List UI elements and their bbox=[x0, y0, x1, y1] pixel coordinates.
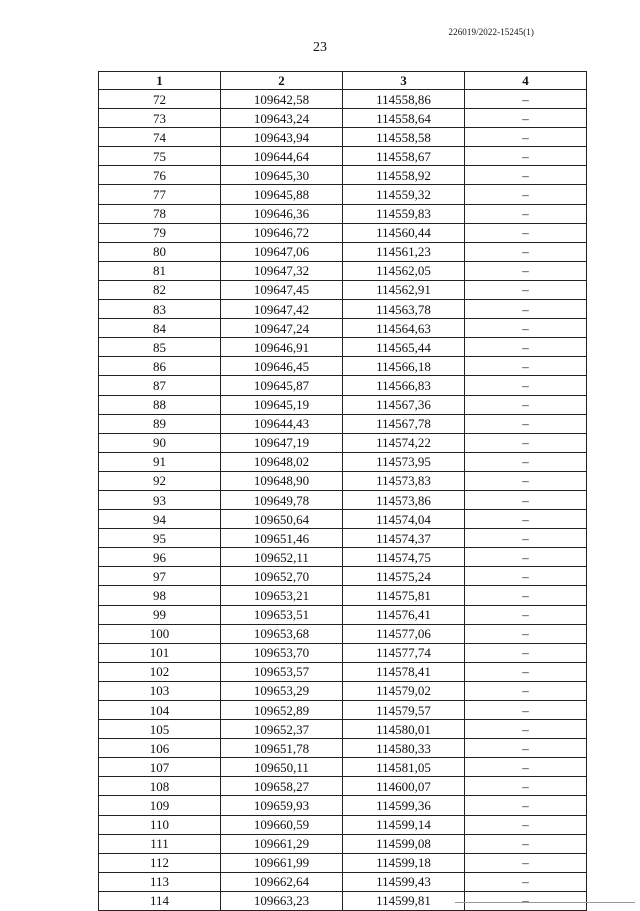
table-row bbox=[99, 300, 587, 319]
table-cell-col2: 109651,78 bbox=[221, 739, 343, 758]
table-cell-col4: – bbox=[465, 605, 587, 624]
table-row bbox=[99, 891, 587, 910]
table-cell-col1: 79 bbox=[99, 223, 221, 242]
table-cell-col2: 109660,59 bbox=[221, 815, 343, 834]
table-cell-col1: 96 bbox=[99, 548, 221, 567]
page-number: 23 bbox=[313, 40, 327, 55]
table-cell-col4: – bbox=[465, 204, 587, 223]
table-cell-col1: 97 bbox=[99, 567, 221, 586]
table-cell-col3: 114562,91 bbox=[343, 280, 465, 299]
table-cell-col2: 109643,24 bbox=[221, 109, 343, 128]
table-cell-col1: 95 bbox=[99, 529, 221, 548]
table-row bbox=[99, 414, 587, 433]
table-row bbox=[99, 166, 587, 185]
table-cell-col1: 82 bbox=[99, 280, 221, 299]
table-row bbox=[99, 452, 587, 471]
table-cell-col1: 110 bbox=[99, 815, 221, 834]
table-cell-col2: 109647,32 bbox=[221, 261, 343, 280]
table-row bbox=[99, 739, 587, 758]
table-cell-col1: 100 bbox=[99, 624, 221, 643]
table-cell-col4: – bbox=[465, 586, 587, 605]
table-cell-col2: 109652,70 bbox=[221, 567, 343, 586]
table-cell-col2: 109661,29 bbox=[221, 834, 343, 853]
table-cell-col2: 109648,90 bbox=[221, 471, 343, 490]
table-cell-col3: 114559,83 bbox=[343, 204, 465, 223]
table-cell-col2: 109653,57 bbox=[221, 662, 343, 681]
table-cell-col3: 114558,64 bbox=[343, 109, 465, 128]
table-cell-col3: 114566,18 bbox=[343, 357, 465, 376]
table-cell-col1: 102 bbox=[99, 662, 221, 681]
table-cell-col4: – bbox=[465, 510, 587, 529]
table-row bbox=[99, 147, 587, 166]
table-row bbox=[99, 376, 587, 395]
table-cell-col2: 109647,45 bbox=[221, 280, 343, 299]
table-cell-col3: 114562,05 bbox=[343, 261, 465, 280]
table-cell-col2: 109646,36 bbox=[221, 204, 343, 223]
table-cell-col1: 112 bbox=[99, 853, 221, 872]
table-row bbox=[99, 681, 587, 700]
table-cell-col3: 114599,18 bbox=[343, 853, 465, 872]
table-cell-col3: 114558,86 bbox=[343, 90, 465, 109]
table-cell-col4: – bbox=[465, 452, 587, 471]
table-cell-col3: 114599,36 bbox=[343, 796, 465, 815]
column-header-1: 1 bbox=[99, 72, 221, 90]
table-cell-col2: 109646,72 bbox=[221, 223, 343, 242]
table-row bbox=[99, 624, 587, 643]
table-cell-col4: – bbox=[465, 815, 587, 834]
table-row bbox=[99, 586, 587, 605]
table-cell-col4: – bbox=[465, 681, 587, 700]
table-row bbox=[99, 90, 587, 109]
table-cell-col1: 92 bbox=[99, 471, 221, 490]
table-cell-col4: – bbox=[465, 891, 587, 910]
table-cell-col2: 109652,89 bbox=[221, 701, 343, 720]
table-cell-col1: 87 bbox=[99, 376, 221, 395]
table-cell-col4: – bbox=[465, 490, 587, 509]
table-cell-col2: 109652,37 bbox=[221, 720, 343, 739]
table-row bbox=[99, 834, 587, 853]
table-row bbox=[99, 204, 587, 223]
table-cell-col1: 104 bbox=[99, 701, 221, 720]
table-row bbox=[99, 567, 587, 586]
table-cell-col3: 114574,37 bbox=[343, 529, 465, 548]
table-cell-col3: 114573,83 bbox=[343, 471, 465, 490]
table-cell-col3: 114599,14 bbox=[343, 815, 465, 834]
table-cell-col1: 78 bbox=[99, 204, 221, 223]
bottom-rule bbox=[455, 902, 635, 903]
table-cell-col1: 72 bbox=[99, 90, 221, 109]
table-cell-col2: 109642,58 bbox=[221, 90, 343, 109]
table-row bbox=[99, 529, 587, 548]
table-cell-col1: 91 bbox=[99, 452, 221, 471]
table-cell-col3: 114579,02 bbox=[343, 681, 465, 700]
table-cell-col1: 76 bbox=[99, 166, 221, 185]
table-cell-col2: 109663,23 bbox=[221, 891, 343, 910]
table-cell-col2: 109653,68 bbox=[221, 624, 343, 643]
table-cell-col4: – bbox=[465, 109, 587, 128]
column-header-2: 2 bbox=[221, 72, 343, 90]
table-row bbox=[99, 433, 587, 452]
table-cell-col3: 114600,07 bbox=[343, 777, 465, 796]
table-cell-col1: 94 bbox=[99, 510, 221, 529]
table-cell-col2: 109645,87 bbox=[221, 376, 343, 395]
table-row bbox=[99, 261, 587, 280]
column-header-3: 3 bbox=[343, 72, 465, 90]
table-cell-col4: – bbox=[465, 147, 587, 166]
table-row bbox=[99, 109, 587, 128]
table-cell-col1: 113 bbox=[99, 872, 221, 891]
table-cell-col1: 109 bbox=[99, 796, 221, 815]
table-cell-col1: 89 bbox=[99, 414, 221, 433]
table-cell-col4: – bbox=[465, 319, 587, 338]
table-cell-col2: 109647,19 bbox=[221, 433, 343, 452]
table-cell-col1: 85 bbox=[99, 338, 221, 357]
table-cell-col1: 77 bbox=[99, 185, 221, 204]
table-cell-col3: 114574,75 bbox=[343, 548, 465, 567]
table-cell-col2: 109645,30 bbox=[221, 166, 343, 185]
table-cell-col2: 109647,06 bbox=[221, 242, 343, 261]
table-cell-col4: – bbox=[465, 548, 587, 567]
table-cell-col1: 80 bbox=[99, 242, 221, 261]
table-cell-col2: 109644,43 bbox=[221, 414, 343, 433]
table-cell-col1: 103 bbox=[99, 681, 221, 700]
table-cell-col4: – bbox=[465, 223, 587, 242]
table-body bbox=[99, 90, 587, 911]
table-cell-col1: 75 bbox=[99, 147, 221, 166]
table-cell-col4: – bbox=[465, 567, 587, 586]
table-cell-col4: – bbox=[465, 471, 587, 490]
table-cell-col1: 93 bbox=[99, 490, 221, 509]
table-cell-col3: 114560,44 bbox=[343, 223, 465, 242]
table-cell-col1: 84 bbox=[99, 319, 221, 338]
table-cell-col1: 88 bbox=[99, 395, 221, 414]
table-row bbox=[99, 223, 587, 242]
table-cell-col2: 109659,93 bbox=[221, 796, 343, 815]
table-row bbox=[99, 758, 587, 777]
table-cell-col3: 114575,24 bbox=[343, 567, 465, 586]
table-cell-col3: 114573,95 bbox=[343, 452, 465, 471]
table-cell-col2: 109653,29 bbox=[221, 681, 343, 700]
table-cell-col3: 114599,81 bbox=[343, 891, 465, 910]
table-cell-col1: 83 bbox=[99, 300, 221, 319]
table-cell-col2: 109649,78 bbox=[221, 490, 343, 509]
table-cell-col3: 114574,22 bbox=[343, 433, 465, 452]
table-cell-col4: – bbox=[465, 433, 587, 452]
table-cell-col3: 114576,41 bbox=[343, 605, 465, 624]
header-row bbox=[99, 72, 587, 90]
table-cell-col3: 114563,78 bbox=[343, 300, 465, 319]
table-cell-col4: – bbox=[465, 624, 587, 643]
table-row bbox=[99, 128, 587, 147]
table-row bbox=[99, 357, 587, 376]
table-cell-col4: – bbox=[465, 185, 587, 204]
table-row bbox=[99, 548, 587, 567]
table-cell-col2: 109661,99 bbox=[221, 853, 343, 872]
table-cell-col2: 109653,51 bbox=[221, 605, 343, 624]
table-cell-col2: 109653,21 bbox=[221, 586, 343, 605]
table-cell-col4: – bbox=[465, 834, 587, 853]
table-cell-col2: 109650,11 bbox=[221, 758, 343, 777]
table-cell-col3: 114581,05 bbox=[343, 758, 465, 777]
table-row bbox=[99, 720, 587, 739]
table-cell-col2: 109644,64 bbox=[221, 147, 343, 166]
table-cell-col3: 114566,83 bbox=[343, 376, 465, 395]
table-cell-col2: 109645,19 bbox=[221, 395, 343, 414]
table-cell-col1: 99 bbox=[99, 605, 221, 624]
table-cell-col1: 111 bbox=[99, 834, 221, 853]
table-row bbox=[99, 643, 587, 662]
table-row bbox=[99, 872, 587, 891]
table-row bbox=[99, 510, 587, 529]
table-cell-col3: 114574,04 bbox=[343, 510, 465, 529]
table-cell-col2: 109645,88 bbox=[221, 185, 343, 204]
table-cell-col3: 114559,32 bbox=[343, 185, 465, 204]
table-cell-col4: – bbox=[465, 395, 587, 414]
table-cell-col1: 86 bbox=[99, 357, 221, 376]
table-cell-col4: – bbox=[465, 739, 587, 758]
table-cell-col4: – bbox=[465, 261, 587, 280]
table-cell-col3: 114558,92 bbox=[343, 166, 465, 185]
table-cell-col3: 114558,58 bbox=[343, 128, 465, 147]
table-cell-col4: – bbox=[465, 414, 587, 433]
table-cell-col4: – bbox=[465, 643, 587, 662]
table-cell-col3: 114573,86 bbox=[343, 490, 465, 509]
table-cell-col3: 114577,06 bbox=[343, 624, 465, 643]
table-cell-col1: 101 bbox=[99, 643, 221, 662]
table-cell-col3: 114580,01 bbox=[343, 720, 465, 739]
table-cell-col4: – bbox=[465, 853, 587, 872]
table-cell-col4: – bbox=[465, 796, 587, 815]
table-cell-col3: 114558,67 bbox=[343, 147, 465, 166]
table-cell-col4: – bbox=[465, 872, 587, 891]
table-cell-col2: 109647,24 bbox=[221, 319, 343, 338]
table-cell-col4: – bbox=[465, 357, 587, 376]
table-cell-col4: – bbox=[465, 280, 587, 299]
table-row bbox=[99, 777, 587, 796]
table-cell-col4: – bbox=[465, 128, 587, 147]
table-cell-col1: 105 bbox=[99, 720, 221, 739]
table-cell-col3: 114575,81 bbox=[343, 586, 465, 605]
table-cell-col2: 109647,42 bbox=[221, 300, 343, 319]
table-cell-col1: 106 bbox=[99, 739, 221, 758]
table-cell-col1: 73 bbox=[99, 109, 221, 128]
table-cell-col2: 109648,02 bbox=[221, 452, 343, 471]
table-cell-col4: – bbox=[465, 300, 587, 319]
table-cell-col3: 114564,63 bbox=[343, 319, 465, 338]
table-cell-col1: 114 bbox=[99, 891, 221, 910]
table-cell-col3: 114561,23 bbox=[343, 242, 465, 261]
table-row bbox=[99, 853, 587, 872]
table-cell-col3: 114567,36 bbox=[343, 395, 465, 414]
table-cell-col3: 114577,74 bbox=[343, 643, 465, 662]
table-cell-col3: 114565,44 bbox=[343, 338, 465, 357]
table-cell-col4: – bbox=[465, 720, 587, 739]
table-row bbox=[99, 395, 587, 414]
table-cell-col3: 114567,78 bbox=[343, 414, 465, 433]
table-cell-col3: 114579,57 bbox=[343, 701, 465, 720]
table-cell-col4: – bbox=[465, 376, 587, 395]
table-row bbox=[99, 242, 587, 261]
table-cell-col1: 90 bbox=[99, 433, 221, 452]
table-cell-col4: – bbox=[465, 338, 587, 357]
table-cell-col4: – bbox=[465, 242, 587, 261]
table-cell-col2: 109646,45 bbox=[221, 357, 343, 376]
table-cell-col4: – bbox=[465, 758, 587, 777]
document-id: 226019/2022-15245(1) bbox=[448, 27, 534, 37]
table-cell-col2: 109643,94 bbox=[221, 128, 343, 147]
table-cell-col1: 74 bbox=[99, 128, 221, 147]
table-cell-col2: 109662,64 bbox=[221, 872, 343, 891]
table-cell-col1: 108 bbox=[99, 777, 221, 796]
table-cell-col3: 114599,43 bbox=[343, 872, 465, 891]
table-row bbox=[99, 185, 587, 204]
table-row bbox=[99, 490, 587, 509]
table-row bbox=[99, 815, 587, 834]
table-row bbox=[99, 701, 587, 720]
table-row bbox=[99, 319, 587, 338]
column-header-4: 4 bbox=[465, 72, 587, 90]
table-cell-col4: – bbox=[465, 777, 587, 796]
table-row bbox=[99, 471, 587, 490]
table-cell-col4: – bbox=[465, 90, 587, 109]
table-cell-col3: 114599,08 bbox=[343, 834, 465, 853]
table-cell-col4: – bbox=[465, 662, 587, 681]
table-cell-col4: – bbox=[465, 701, 587, 720]
table-cell-col1: 98 bbox=[99, 586, 221, 605]
table-cell-col2: 109651,46 bbox=[221, 529, 343, 548]
table-cell-col4: – bbox=[465, 166, 587, 185]
table-cell-col1: 81 bbox=[99, 261, 221, 280]
table-header bbox=[99, 72, 587, 90]
table-cell-col3: 114580,33 bbox=[343, 739, 465, 758]
table-cell-col2: 109652,11 bbox=[221, 548, 343, 567]
table-cell-col1: 107 bbox=[99, 758, 221, 777]
table-row bbox=[99, 605, 587, 624]
table-row bbox=[99, 662, 587, 681]
table-cell-col2: 109646,91 bbox=[221, 338, 343, 357]
table-cell-col3: 114578,41 bbox=[343, 662, 465, 681]
table-cell-col4: – bbox=[465, 529, 587, 548]
table-row bbox=[99, 338, 587, 357]
table-cell-col2: 109653,70 bbox=[221, 643, 343, 662]
table-cell-col2: 109658,27 bbox=[221, 777, 343, 796]
coordinates-table bbox=[98, 71, 587, 911]
table-cell-col2: 109650,64 bbox=[221, 510, 343, 529]
table-row bbox=[99, 796, 587, 815]
table-row bbox=[99, 280, 587, 299]
